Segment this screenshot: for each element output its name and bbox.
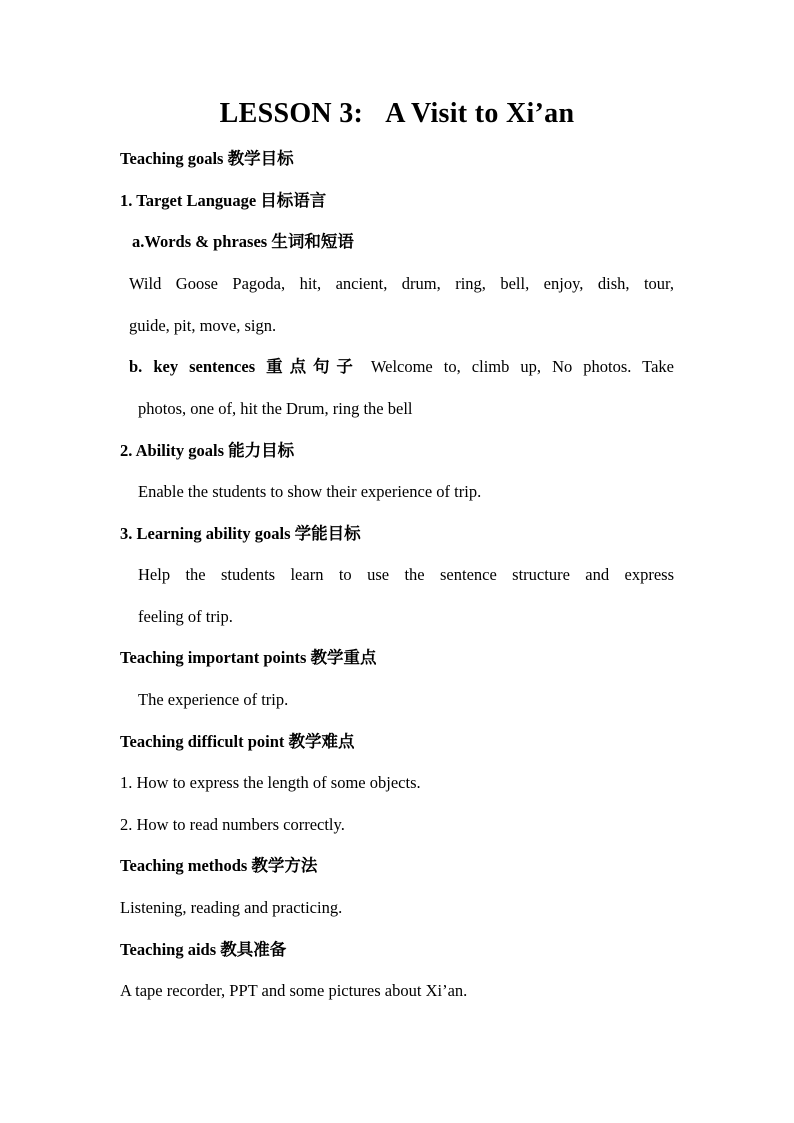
words-list-line-2: guide, pit, move, sign. (129, 316, 277, 335)
words-phrases-heading: a.Words & phrases 生词和短语 (132, 232, 354, 251)
target-language-heading: 1. Target Language 目标语言 (120, 191, 327, 210)
teaching-aids-heading: Teaching aids 教具准备 (120, 940, 287, 959)
difficult-point-item-1: 1. How to express the length of some objects. (120, 773, 421, 792)
lesson-topic: A Visit to Xi’an (385, 98, 575, 129)
important-points-heading: Teaching important points 教学重点 (120, 648, 377, 667)
teaching-methods-heading: Teaching methods 教学方法 (120, 856, 318, 875)
lesson-number: LESSON 3: (219, 98, 364, 129)
learning-ability-heading: 3. Learning ability goals 学能目标 (120, 524, 361, 543)
teaching-aids-text: A tape recorder, PPT and some pictures about Xi’an. (120, 981, 468, 1000)
words-list-line-1: Wild Goose Pagoda, hit, ancient, drum, ring, bell, enjoy, dish, tour, (129, 274, 674, 293)
key-sentences-line-1 (129, 356, 674, 378)
ability-goals-text: Enable the students to show their experience of trip. (138, 482, 482, 501)
key-sentences-line-2: photos, one of, hit the Drum, ring the bell (138, 399, 413, 418)
teaching-goals-heading: Teaching goals 教学目标 (120, 149, 294, 168)
teaching-methods-text: Listening, reading and practicing. (120, 898, 343, 917)
learning-ability-line-1: Help the students learn to use the sentence structure and express (138, 565, 674, 584)
key-sentences-heading: b. key sentences 重点句子 (129, 357, 360, 376)
difficult-point-heading: Teaching difficult point 教学难点 (120, 732, 355, 751)
lesson-title (0, 98, 794, 130)
difficult-point-item-2: 2. How to read numbers correctly. (120, 815, 345, 834)
important-points-text: The experience of trip. (138, 690, 289, 709)
ability-goals-heading: 2. Ability goals 能力目标 (120, 441, 295, 460)
learning-ability-line-2: feeling of trip. (138, 607, 233, 626)
key-sentences-text: Welcome to, climb up, No photos. Take (359, 357, 674, 376)
